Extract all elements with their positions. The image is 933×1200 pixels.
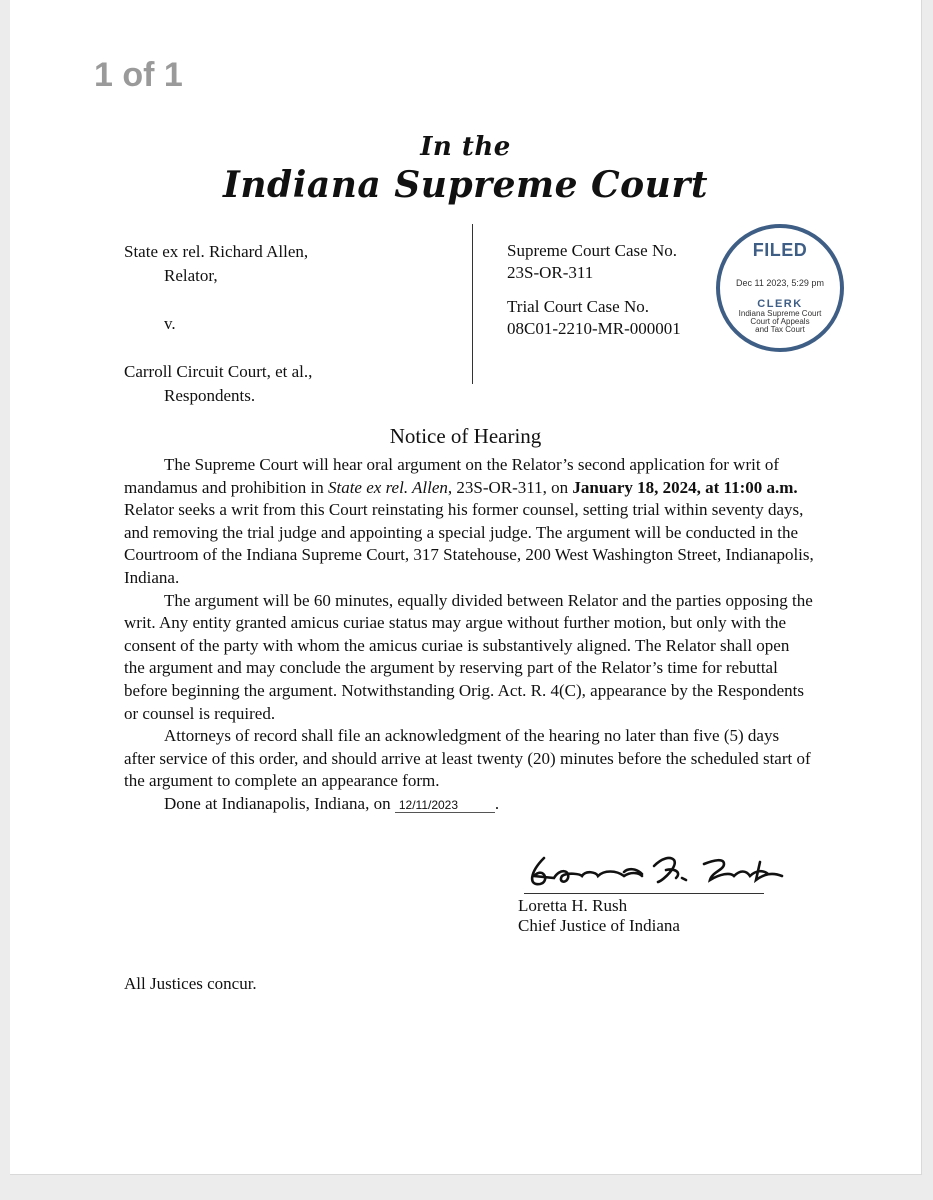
p1-text-b: , 23S-OR-311, on — [447, 477, 573, 497]
page-counter: 1 of 1 — [94, 56, 183, 94]
respondent-name: Carroll Circuit Court, et al., — [124, 362, 313, 381]
signer-name: Loretta H. Rush — [518, 896, 628, 915]
case-caption-numbers — [507, 240, 681, 340]
caption-divider — [472, 224, 473, 384]
document-page — [10, 0, 922, 1175]
done-period: . — [494, 793, 500, 813]
relator-role: Relator, — [164, 266, 218, 285]
p1-text-a: The Supreme Court will hear oral argument on the Relator’s second application for writ of mandamus and prohibition in — [124, 455, 779, 497]
court-heading-line2: Indiana Supreme Court — [223, 164, 708, 206]
versus-label: v. — [164, 314, 176, 333]
supreme-court-case-label: Supreme Court Case No. — [507, 241, 677, 260]
done-date-field: 12/11/2023 — [395, 798, 495, 813]
respondent-role: Respondents. — [164, 386, 256, 405]
stamp-clerk-line2: Court of Appeals — [750, 317, 810, 326]
trial-court-case-number: 08C01-2210-MR-000001 — [507, 319, 681, 338]
concurrence-statement: All Justices concur. — [124, 974, 257, 993]
court-heading-line1: In the — [420, 132, 511, 162]
notice-paragraph-2: The argument will be 60 minutes, equally divided between Relator and the parties opposing the writ. Any entity granted amicus curiae status may argue without further motion, but only with the consent of the party with whom the amicus curiae is substantively aligned. The Relator shall open the argument and may conclude the argument by reserving part of the Relator’s time for rebuttal before beginning the argument. Notwithstanding Orig. Act. R. 4(C), appearance by the Respondents or counsel is required. — [124, 590, 813, 723]
stamp-filed: FILED — [752, 240, 808, 260]
p1-text-c: Relator seeks a writ from this Court reinstating his former counsel, setting trial within seventy days, and removing the trial judge and appointing a special judge. The argument will be conducted in the Courtroom of the Indiana Supreme Court, 317 Statehouse, 200 West Washington Street, Indianapolis, Indiana. — [124, 500, 814, 587]
stamp-clerk-courts — [720, 310, 840, 334]
supreme-court-case-number: 23S-OR-311 — [507, 263, 594, 282]
signature-line — [524, 893, 764, 894]
hearing-date: January 18, 2024, at 11:00 a.m. — [572, 477, 798, 497]
case-caption-parties — [124, 240, 312, 408]
signer-title: Chief Justice of Indiana — [518, 916, 680, 935]
stamp-clerk-line3: and Tax Court — [755, 325, 805, 334]
done-at-text: Done at Indianapolis, Indiana, on — [164, 793, 391, 813]
p1-case-name: State ex rel. Allen — [327, 477, 448, 497]
stamp-date: Dec 11 2023, 5:29 pm — [736, 278, 824, 288]
notice-paragraph-3: Attorneys of record shall file an acknowledgment of the hearing no later than five (5) days after service of this order, and should arrive at least twenty (20) minutes before the scheduled start of the argument to complete an appearance form. — [124, 726, 811, 791]
stamp-clerk-line1: Indiana Supreme Court — [738, 309, 822, 318]
trial-court-case-label: Trial Court Case No. — [507, 297, 649, 316]
filed-stamp — [716, 224, 844, 352]
done-at-line — [124, 793, 814, 816]
signature-block — [518, 896, 680, 936]
notice-title: Notice of Hearing — [389, 424, 542, 448]
notice-paragraph-1 — [124, 454, 814, 590]
stamp-clerk: CLERK — [757, 298, 803, 310]
relator-name: State ex rel. Richard Allen, — [124, 242, 309, 261]
notice-body — [124, 454, 814, 816]
signature-image — [524, 846, 794, 896]
